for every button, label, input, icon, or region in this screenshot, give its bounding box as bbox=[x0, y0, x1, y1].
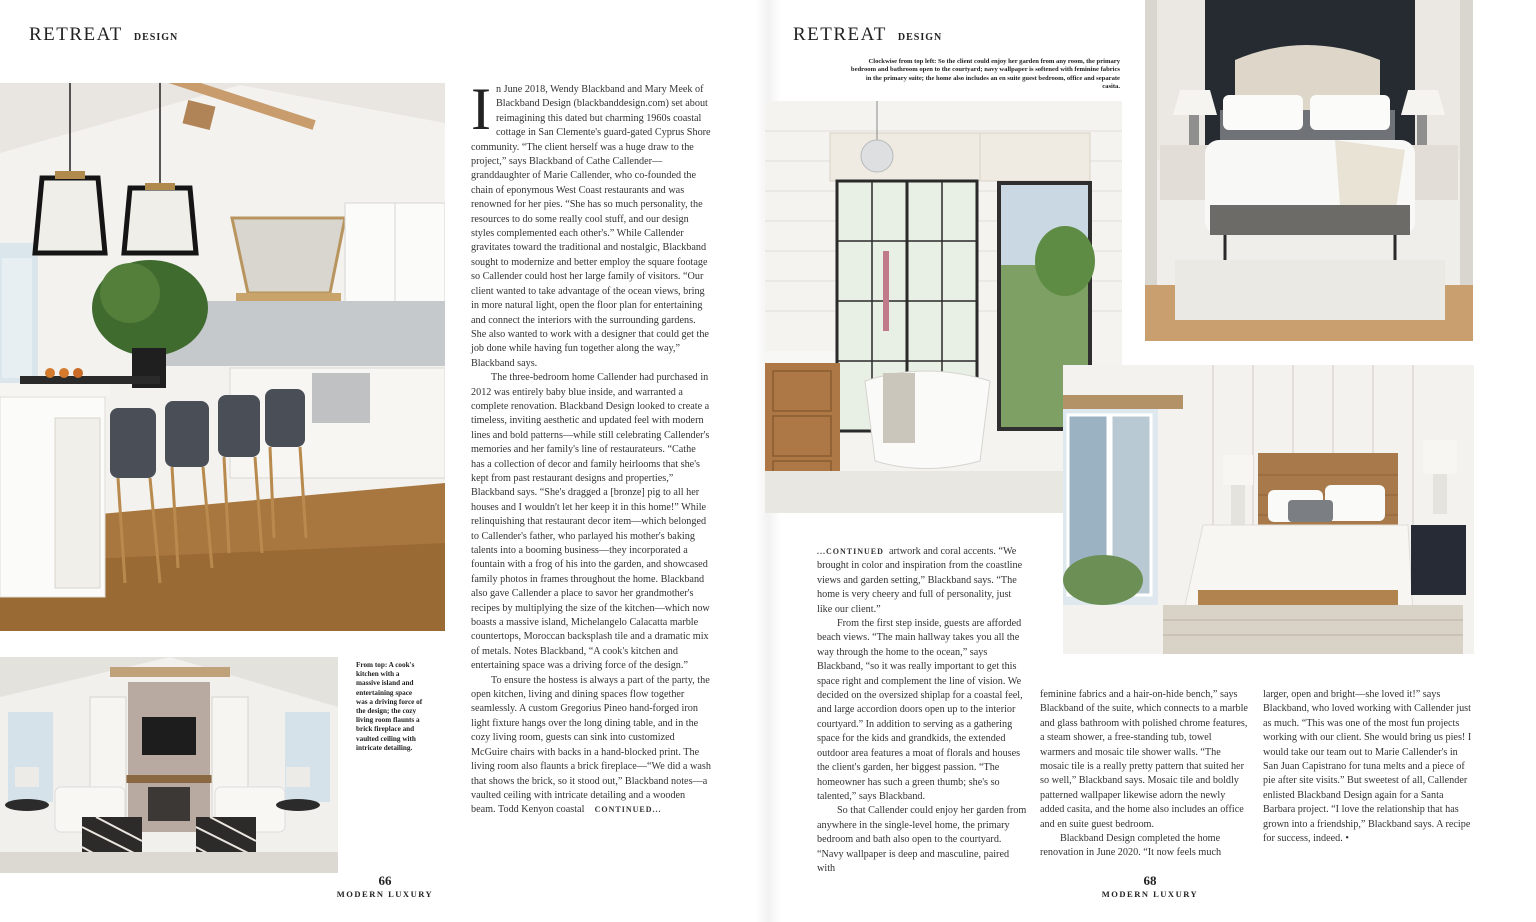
primary-bedroom-photo bbox=[1145, 0, 1473, 341]
right-photo-caption: Clockwise from top left: So the client could enjoy her garden from any room, the primary bedroom and bathroom open to the courtyard; navy wallpaper is softened with feminine fabrics in the primary suite; the home also includes an en suite guest bedroom, office and separate casita. bbox=[850, 58, 1120, 91]
article-paragraph: In June 2018, Wendy Blackband and Mary Meek of Blackband Design (blackbanddesign.com) set about reimagining this dated but charming 1960s coastal cottage in San Clemente's guard-gated Cyprus Shore community. “The client herself was a huge draw to the project,” says Blackband of Cathe Callender—granddaughter of Marie Callender, who co-founded the chain of eponymous West Coast restaurants and was renowned for her pies. “She has so much personality, the resources to do some really cool stuff, and our design styles complemented each other's.” While Callender gravitates toward the traditional and nostalgic, Blackband sought to modernize and better employ the square footage so Callender could host her large family of visitors. “Our client wanted to take advantage of the ocean views, bring in more natural light, open the floor plan for entertaining and connect the interiors with the surrounding gardens. She also wanted to work with a designer that could get the job done while having fun together along the way,” Blackband says. bbox=[471, 76, 711, 369]
right-page-header bbox=[793, 24, 942, 46]
section-label: DESIGN bbox=[897, 32, 943, 43]
right-folio bbox=[1095, 873, 1205, 899]
drop-cap: I bbox=[471, 76, 491, 142]
kitchen-photo bbox=[0, 83, 445, 631]
article-column-left bbox=[471, 76, 711, 818]
living-room-photo bbox=[0, 657, 338, 873]
magazine-title: RETREAT bbox=[793, 24, 887, 45]
section-label: DESIGN bbox=[133, 32, 179, 43]
article-paragraph: To ensure the hostess is always a part of the party, the open kitchen, living and dining spaces flow together seamlessly. A custom Gregorius Pineo hand-forged iron light fixture hangs over the long dining table, and in the cozy living room, guests can sink into customized McGuire chairs with backs in a hand-blocked print. The living room also flaunts a brick fireplace—“We did a wash that shows the brick, so it stood out,” Blackband notes—a vaulted ceiling with intricate detailing and a wooden beam. Todd Kenyon coastal CONTINUED... bbox=[471, 674, 711, 816]
article-paragraph: ...CONTINUED artwork and coral accents. “We brought in color and inspiration from the coastline views and garden setting,” Blackband says. “The home is very cheery and full of personality, just like our client.” bbox=[817, 546, 1023, 615]
magazine-title: RETREAT bbox=[29, 24, 123, 45]
page-number: 66 bbox=[378, 873, 392, 888]
left-folio bbox=[330, 873, 440, 899]
page-number: 68 bbox=[1143, 873, 1157, 888]
article-paragraph: From the first step inside, guests are afforded beach views. “The main hallway takes you all the way through the home to the ocean,” says Blackband, “so it was really important to get this space right and complement the line of vision. We decided on the oversized shiplap for a coastal feel, and large accordion doors open up to the interior courtyard.” In addition to serving as a gathering space for the kids and grandkids, the extended outdoor area features a moat of florals and houses the client's garden, her biggest passion. “The homeowner has such a green thumb; she's so talented,” says Blackband. bbox=[817, 618, 1023, 802]
article-paragraph: feminine fabrics and a hair-on-hide bench,” says Blackband of the suite, which connects to a marble and glass bathroom with polished chrome features, a steam shower, a free-standing tub, towel warmers and mosaic tile shower walls. “The mosaic tile is a really pretty pattern that suited her so well,” Blackband says. Mosaic tile and boldly patterned wallpaper likewise adorn the newly added casita, and the home also includes an office and en suite guest bedroom. bbox=[1040, 689, 1248, 830]
article-paragraph: larger, open and bright—she loved it!” says Blackband, who loved working with Callender just as much. “This was one of the most fun projects working with our client. She would bring us pies! I would take our team out to Marie Callender's in San Juan Capistrano for tuna melts and a piece of pie after site visits.” But sweetest of all, Callender enlisted Blackband Design again for a Santa Barbara project. “I love the relationship that has grown into a friendship,” Blackband says. A recipe for success, indeed. • bbox=[1263, 689, 1472, 845]
guest-bedroom-photo bbox=[1063, 365, 1474, 654]
publication-name: MODERN LUXURY bbox=[1101, 889, 1199, 899]
article-column-2 bbox=[1040, 688, 1248, 861]
article-paragraph: The three-bedroom home Callender had purchased in 2012 was entirely baby blue inside, and warranted a complete renovation. Blackband Design looked to create a timeless, inviting aesthetic and updated feel with modern lines and bold patterns—while still celebrating Callender's memories and her family's line of restaurateurs. “Cathe has a collection of decor and family heirlooms that she's kept from past restaurant designs and properties,” Blackband says. “She's dragged a [bronze] pig to all her houses and I wouldn't let her keep it in this home!” While relinquishing that restaurant decor item—which belonged to Callender's father, who parlayed his mother's baking talents into a booming business—they incorporated a fountain with a frog of his into the garden, and showcased family photos in frames throughout the home. Blackband also gave Callender a place to savor her grandmother's recipes by multiplying the size of the kitchen—which now boasts a massive island, Michelangelo Calacatta marble countertops, Moroccan backsplash tile and a dramatic mix of metals. Notes Blackband, “A cook's kitchen and entertaining space was a driving force of the design.” bbox=[471, 372, 710, 672]
publication-name: MODERN LUXURY bbox=[336, 889, 434, 899]
left-photo-caption: From top: A cook's kitchen with a massive island and entertaining space was a driving force of the design; the cozy living room flaunts a brick fireplace and vaulted ceiling with intricate detailing. bbox=[356, 661, 423, 752]
article-paragraph: Blackband Design completed the home renovation in June 2020. “It now feels much bbox=[1040, 833, 1222, 859]
article-column-3 bbox=[1263, 688, 1473, 846]
article-paragraph: So that Callender could enjoy her garden from anywhere in the single-level home, the primary bedroom and bath also open to the courtyard. “Navy wallpaper is deep and masculine, paired with bbox=[817, 805, 1027, 874]
continued-label: ...CONTINUED bbox=[817, 547, 884, 556]
continued-marker: CONTINUED... bbox=[594, 805, 662, 815]
left-page-header bbox=[29, 24, 178, 46]
end-mark: • bbox=[1345, 833, 1349, 845]
article-column-1 bbox=[817, 545, 1027, 876]
